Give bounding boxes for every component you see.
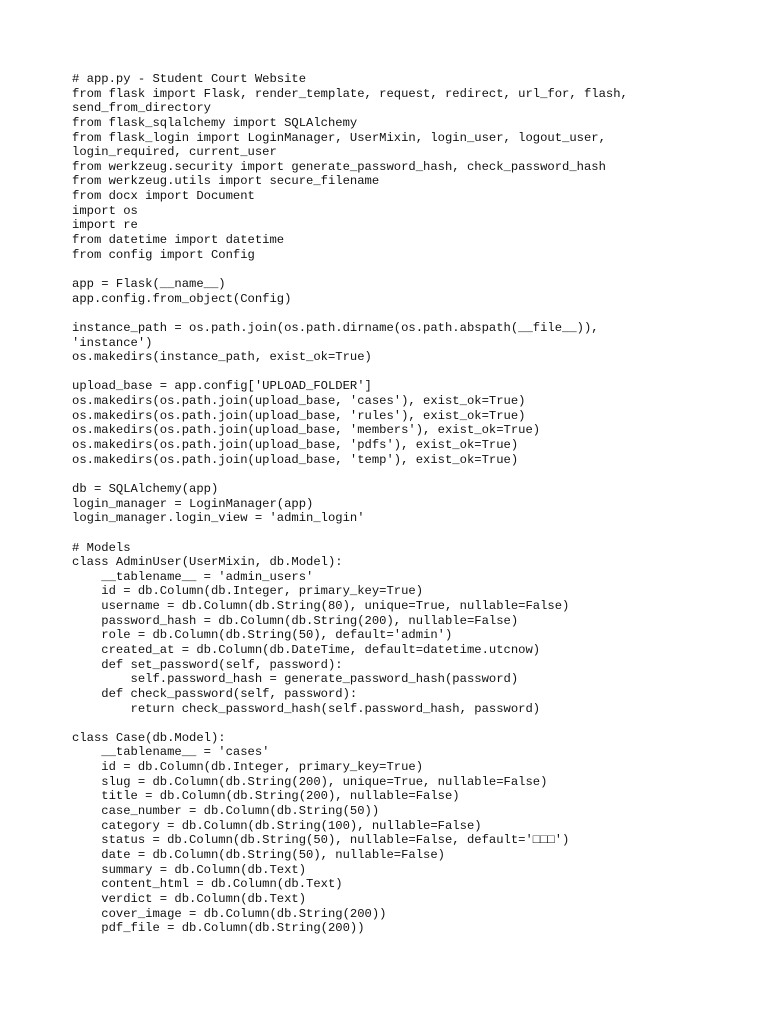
code-line: os.makedirs(os.path.join(upload_base, 'cases'), exist_ok=True) [72, 394, 526, 409]
code-line: def check_password(self, password): [72, 686, 358, 701]
code-line: os.makedirs(os.path.join(upload_base, 'members'), exist_ok=True) [72, 423, 541, 438]
code-line: login_required, current_user [72, 145, 277, 160]
code-line: role = db.Column(db.String(50), default='admin') [72, 628, 453, 643]
code-line: db = SQLAlchemy(app) [72, 481, 219, 496]
code-line: from flask_sqlalchemy import SQLAlchemy [72, 115, 358, 130]
code-line: from werkzeug.utils import secure_filename [72, 174, 380, 189]
code-line [72, 306, 752, 321]
code-line: case_number = db.Column(db.String(50)) [72, 804, 380, 819]
code-line: from datetime import datetime [72, 233, 285, 248]
code-line: login_manager = LoginManager(app) [72, 496, 314, 511]
code-line: username = db.Column(db.String(80), unique=True, nullable=False) [72, 599, 570, 614]
code-line: os.makedirs(os.path.join(upload_base, 'rules'), exist_ok=True) [72, 408, 526, 423]
code-line: send_from_directory [72, 101, 211, 116]
code-line: # Models [72, 540, 131, 555]
code-line: summary = db.Column(db.Text) [72, 862, 307, 877]
code-line: 'instance') [72, 335, 153, 350]
code-line: __tablename__ = 'admin_users' [72, 569, 314, 584]
code-line: created_at = db.Column(db.DateTime, default=datetime.utcnow) [72, 642, 541, 657]
code-line [72, 716, 752, 731]
code-line [72, 262, 752, 277]
code-line: import re [72, 218, 138, 233]
code-line: verdict = db.Column(db.Text) [72, 891, 307, 906]
code-line: date = db.Column(db.String(50), nullable=False) [72, 847, 445, 862]
code-line: pdf_file = db.Column(db.String(200)) [72, 921, 365, 936]
code-block [72, 72, 752, 936]
code-line: class AdminUser(UserMixin, db.Model): [72, 555, 343, 570]
code-line: content_html = db.Column(db.Text) [72, 877, 343, 892]
code-line: from werkzeug.security import generate_password_hash, check_password_hash [72, 159, 606, 174]
code-line: cover_image = db.Column(db.String(200)) [72, 906, 387, 921]
code-line: password_hash = db.Column(db.String(200), nullable=False) [72, 613, 519, 628]
code-line: os.makedirs(os.path.join(upload_base, 'pdfs'), exist_ok=True) [72, 438, 519, 453]
code-line: title = db.Column(db.String(200), nullable=False) [72, 789, 460, 804]
code-line: app.config.from_object(Config) [72, 291, 292, 306]
code-line: return check_password_hash(self.password_hash, password) [72, 701, 541, 716]
code-line: from docx import Document [72, 189, 255, 204]
code-line: app = Flask(__name__) [72, 276, 226, 291]
code-line: category = db.Column(db.String(100), nullable=False) [72, 818, 482, 833]
code-line: upload_base = app.config['UPLOAD_FOLDER'] [72, 379, 372, 394]
code-line: login_manager.login_view = 'admin_login' [72, 511, 365, 526]
code-line: from flask import Flask, render_template, request, redirect, url_for, flash, [72, 86, 628, 101]
code-line: os.makedirs(instance_path, exist_ok=True) [72, 350, 372, 365]
code-line: __tablename__ = 'cases' [72, 745, 270, 760]
code-line: id = db.Column(db.Integer, primary_key=True) [72, 760, 424, 775]
code-line: from flask_login import LoginManager, UserMixin, login_user, logout_user, [72, 130, 606, 145]
code-line: id = db.Column(db.Integer, primary_key=True) [72, 584, 424, 599]
code-line: import os [72, 203, 138, 218]
code-line: slug = db.Column(db.String(200), unique=True, nullable=False) [72, 774, 548, 789]
code-line [72, 365, 752, 380]
code-line: os.makedirs(os.path.join(upload_base, 'temp'), exist_ok=True) [72, 452, 519, 467]
code-line: class Case(db.Model): [72, 730, 226, 745]
code-line [72, 467, 752, 482]
code-line: # app.py - Student Court Website [72, 72, 307, 86]
code-line: self.password_hash = generate_password_hash(password) [72, 672, 519, 687]
code-line: from config import Config [72, 247, 255, 262]
code-line [72, 526, 752, 541]
code-line: status = db.Column(db.String(50), nullable=False, default='□□□') [72, 833, 570, 848]
code-line: def set_password(self, password): [72, 657, 343, 672]
code-line: instance_path = os.path.join(os.path.dirname(os.path.abspath(__file__)), [72, 320, 599, 335]
